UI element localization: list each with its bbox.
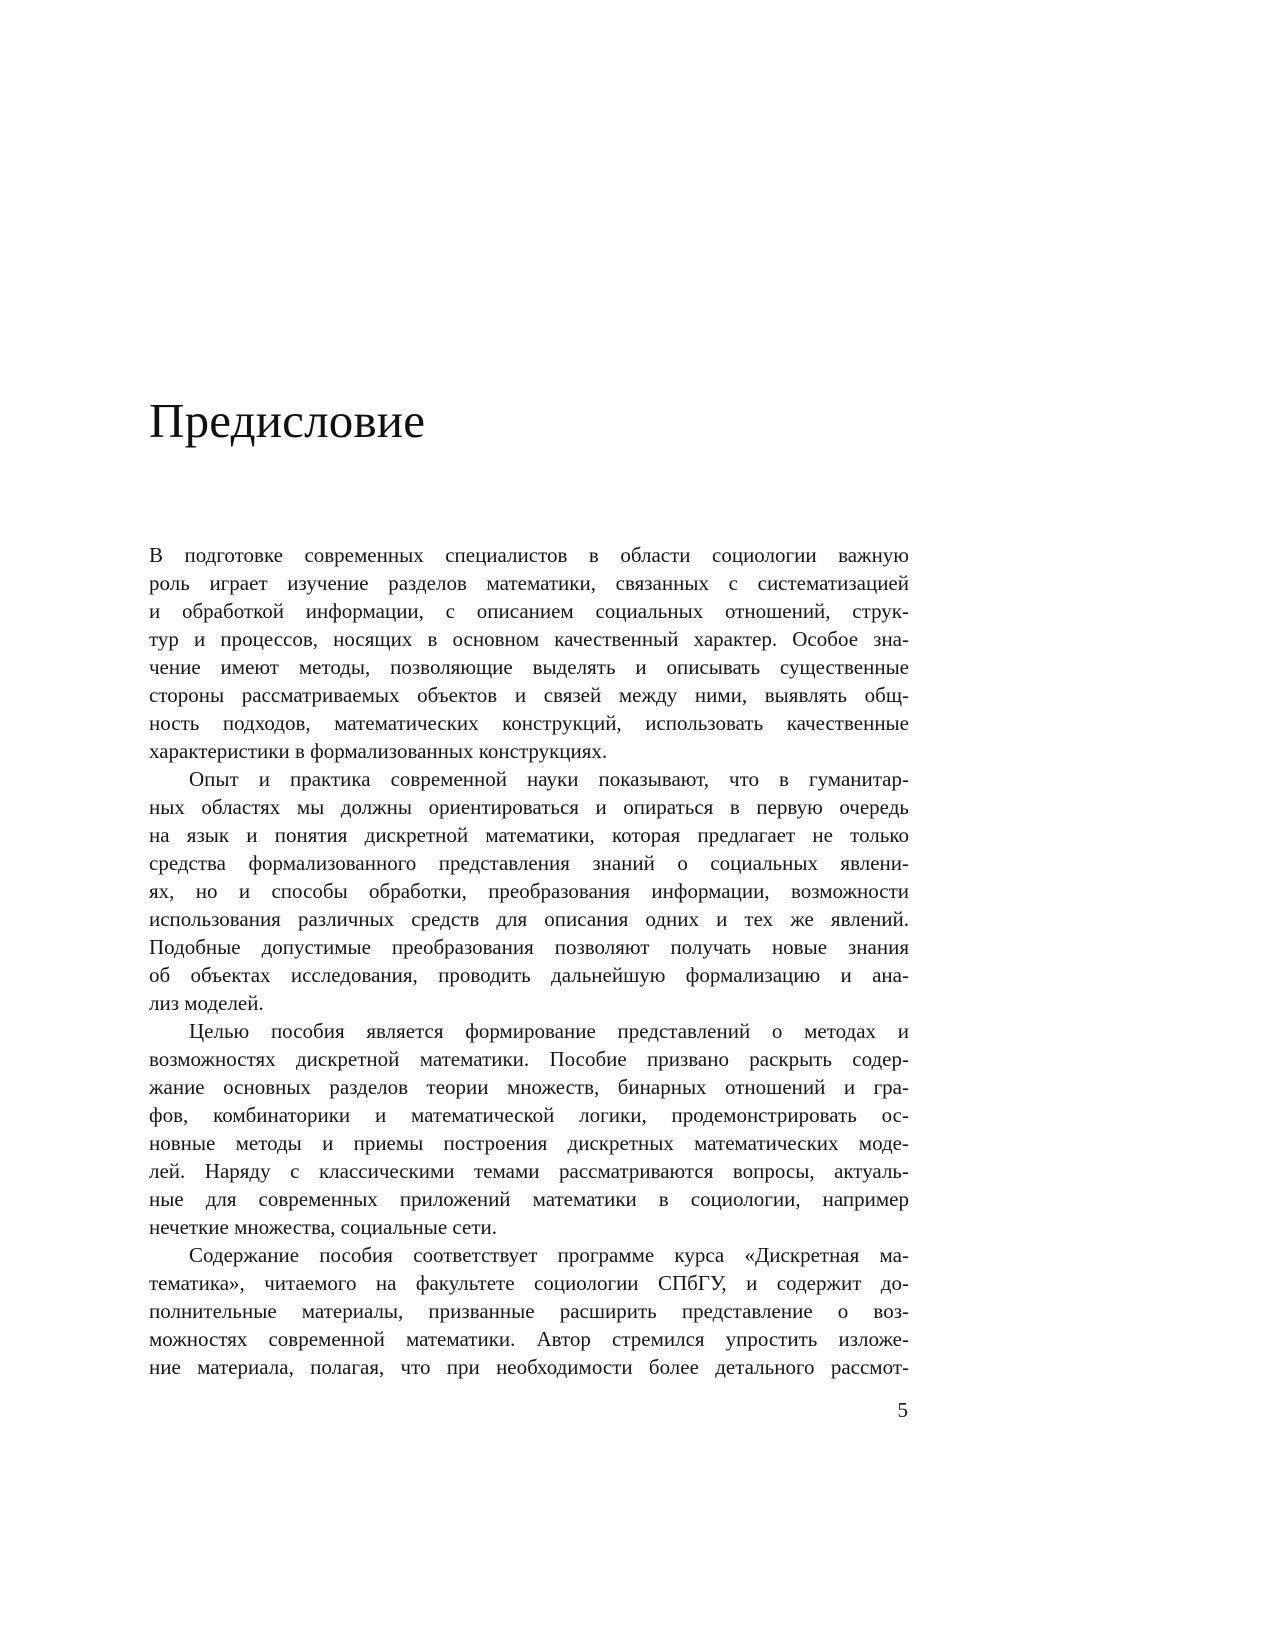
text-line: В подготовке современных специалистов в области социологии важную bbox=[149, 543, 909, 567]
page-number: 5 bbox=[897, 1398, 908, 1422]
text-line: средства формализованного представления знаний о социальных явлени- bbox=[149, 851, 909, 875]
text-line: Целью пособия является формирование представлений о методах и bbox=[189, 1019, 909, 1043]
text-line: фов, комбинаторики и математической логики, продемонстрировать ос- bbox=[149, 1103, 909, 1127]
text-line: лей. Наряду с классическими темами рассматриваются вопросы, актуаль- bbox=[149, 1159, 909, 1183]
text-line: об объектах исследования, проводить дальнейшую формализацию и ана- bbox=[149, 963, 909, 987]
text-line: Подобные допустимые преобразования позволяют получать новые знания bbox=[149, 935, 909, 959]
text-line: Опыт и практика современной науки показывают, что в гуманитар- bbox=[189, 767, 909, 791]
paragraph-4 bbox=[149, 1241, 909, 1381]
chapter-title: Предисловие bbox=[149, 393, 426, 448]
paragraph-1 bbox=[149, 541, 909, 765]
text-line: ность подходов, математических конструкций, использовать качественные bbox=[149, 711, 909, 735]
text-line: можностях современной математики. Автор стремился упростить изложе- bbox=[149, 1327, 909, 1351]
text-line: ях, но и способы обработки, преобразования информации, возможности bbox=[149, 879, 909, 903]
text-line: нечеткие множества, социальные сети. bbox=[149, 1215, 497, 1239]
text-line: использования различных средств для описания одних и тех же явлений. bbox=[149, 907, 909, 931]
text-line: тур и процессов, носящих в основном качественный характер. Особое зна- bbox=[149, 627, 909, 651]
text-line: жание основных разделов теории множеств, бинарных отношений и гра- bbox=[149, 1075, 909, 1099]
paragraph-2 bbox=[149, 765, 909, 1017]
text-line: тематика», читаемого на факультете социологии СПбГУ, и содержит до- bbox=[149, 1271, 909, 1295]
text-line: ных областях мы должны ориентироваться и опираться в первую очередь bbox=[149, 795, 909, 819]
text-line: характеристики в формализованных конструкциях. bbox=[149, 739, 608, 763]
text-line: ные для современных приложений математики в социологии, например bbox=[149, 1187, 909, 1211]
text-line: новные методы и приемы построения дискретных математических моде- bbox=[149, 1131, 909, 1155]
text-line: и обработкой информации, с описанием социальных отношений, струк- bbox=[149, 599, 909, 623]
text-line: Содержание пособия соответствует программе курса «Дискретная ма- bbox=[189, 1243, 909, 1267]
text-line: роль играет изучение разделов математики, связанных с систематизацией bbox=[149, 571, 909, 595]
text-line: ние материала, полагая, что при необходимости более детального рассмот- bbox=[149, 1355, 909, 1379]
text-line: чение имеют методы, позволяющие выделять и описывать существенные bbox=[149, 655, 909, 679]
text-line: полнительные материалы, призванные расширить представление о воз- bbox=[149, 1299, 909, 1323]
text-line: возможностях дискретной математики. Пособие призвано раскрыть содер- bbox=[149, 1047, 909, 1071]
preface-body bbox=[149, 541, 909, 1381]
paragraph-3 bbox=[149, 1017, 909, 1241]
text-line: на язык и понятия дискретной математики, которая предлагает не только bbox=[149, 823, 909, 847]
text-line: лиз моделей. bbox=[149, 991, 264, 1015]
text-line: стороны рассматриваемых объектов и связей между ними, выявлять общ- bbox=[149, 683, 909, 707]
